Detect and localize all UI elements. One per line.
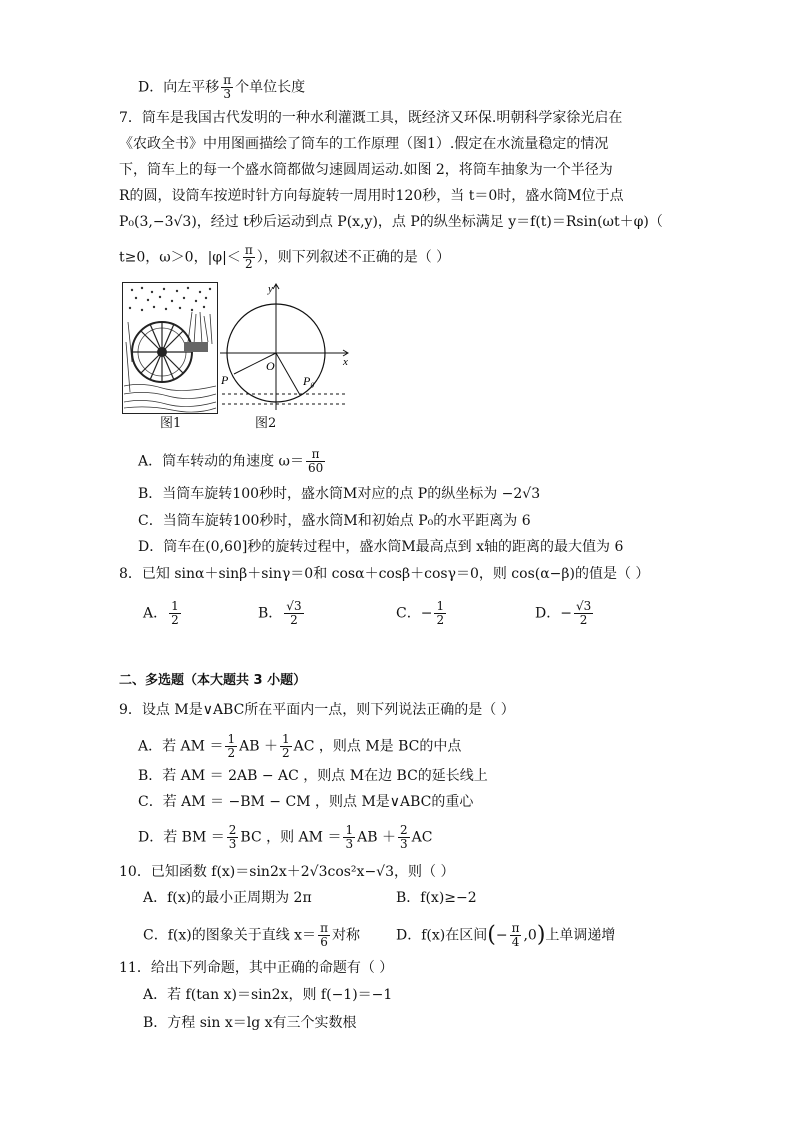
q8-option-a-label: A． bbox=[143, 605, 168, 622]
q7-line-6-suffix: ），则下列叙述不正确的是（ ） bbox=[256, 249, 451, 266]
frac-numerator: π bbox=[320, 921, 328, 935]
q10-c-fraction bbox=[318, 922, 330, 949]
frac-numerator: π bbox=[244, 243, 253, 257]
frac-numerator: π bbox=[511, 921, 520, 935]
q9-d-part-4: AC bbox=[411, 829, 433, 846]
frac-numerator: π bbox=[306, 448, 325, 462]
figure-1-waterwheel-image bbox=[122, 282, 218, 414]
q7-line-6 bbox=[119, 244, 450, 271]
frac-denominator: 2 bbox=[281, 746, 290, 760]
q11-stem: 11．给出下列命题，其中正确的命题有（ ） bbox=[119, 960, 394, 976]
q9-d-part-1: D．若 BM ＝ bbox=[138, 829, 225, 846]
q6-option-d-fraction bbox=[221, 74, 233, 101]
frac-denominator: 3 bbox=[228, 837, 237, 851]
q9-a-part-1: A．若 AM ＝ bbox=[138, 738, 224, 755]
frac-numerator: 1 bbox=[227, 732, 236, 746]
q7-line-4: R的圆，设筒车按逆时针方向每旋转一周用时120秒，当 t＝0时，盛水筒M位于点 bbox=[119, 188, 624, 204]
q6-option-d-prefix: D．向左平移 bbox=[138, 79, 220, 96]
frac-denominator: 3 bbox=[345, 837, 354, 851]
q7-option-d: D．筒车在(0,60]秒的旋转过程中，盛水筒M最高点到 x轴的距离的最大值为 6 bbox=[138, 539, 624, 555]
figure-1-label: 图1 bbox=[160, 416, 182, 431]
frac-denominator: 2 bbox=[244, 257, 253, 271]
q7-option-a-fraction bbox=[306, 448, 325, 475]
q9-d-part-2: BC ，则 AM ＝ bbox=[240, 829, 342, 846]
q8-option-d-fraction bbox=[574, 600, 593, 627]
q10-option-c bbox=[143, 922, 360, 949]
q9-d-fraction-2 bbox=[343, 824, 355, 851]
q9-a-fraction-1 bbox=[225, 733, 237, 760]
frac-denominator: 2 bbox=[227, 746, 236, 760]
q7-line-2: 《农政全书》中用图画描绘了筒车的工作原理（图1）.假定在水流量稳定的情况 bbox=[119, 136, 609, 152]
frac-numerator: 1 bbox=[436, 599, 445, 613]
frac-numerator: √3 bbox=[286, 599, 302, 613]
q10-c-part-1: C．f(x)的图象关于直线 x＝ bbox=[143, 927, 317, 944]
q7-line-6-prefix: t≥0，ω＞0，|φ|＜ bbox=[119, 249, 241, 266]
q10-option-b: B．f(x)≥−2 bbox=[396, 890, 477, 906]
section-2-heading: 二、多选题（本大题共 3 小题） bbox=[119, 673, 307, 688]
q8-option-d bbox=[535, 600, 595, 627]
frac-denominator: 3 bbox=[223, 87, 231, 101]
q9-a-fraction-2 bbox=[280, 733, 292, 760]
q8-option-d-label: D．− bbox=[535, 605, 572, 622]
frac-denominator: 4 bbox=[511, 935, 520, 949]
q7-option-a bbox=[138, 448, 327, 475]
q10-option-a: A．f(x)的最小正周期为 2π bbox=[143, 890, 312, 906]
q9-option-b: B．若 AM ＝ 2AB − AC ，则点 M在边 BC的延长线上 bbox=[138, 768, 488, 784]
q9-d-fraction-1 bbox=[227, 824, 239, 851]
q9-a-part-2: AB ＋ bbox=[239, 738, 278, 755]
q8-option-c-label: C．− bbox=[396, 605, 433, 622]
figure-2-circle-diagram bbox=[212, 280, 357, 414]
q10-c-part-2: 对称 bbox=[331, 927, 360, 944]
q9-option-d bbox=[138, 824, 432, 851]
fig2-axis-x-label: x bbox=[343, 356, 348, 368]
frac-numerator: 2 bbox=[399, 823, 408, 837]
frac-denominator: 60 bbox=[307, 461, 324, 475]
frac-denominator: 2 bbox=[436, 613, 445, 627]
q11-option-b: B．方程 sin x＝lg x有三个实数根 bbox=[143, 1015, 357, 1031]
frac-denominator: 2 bbox=[290, 613, 298, 627]
frac-numerator: 2 bbox=[228, 823, 237, 837]
q6-option-d bbox=[138, 74, 305, 101]
frac-numerator: 1 bbox=[281, 732, 290, 746]
q10-option-d: D．f(x)在区间(− $\frac{\pi}{4}$ ,0)上单调递增 bbox=[396, 921, 616, 949]
q7-line-3: 下，筒车上的每一个盛水筒都做匀速圆周运动.如图 2，将筒车抽象为一个半径为 bbox=[119, 162, 613, 178]
q9-option-c: C．若 AM ＝ −BM − CM ，则点 M是∨ABC的重心 bbox=[138, 794, 474, 810]
q7-option-b: B．当筒车旋转100秒时，盛水筒M对应的点 P的纵坐标为 −2√3 bbox=[138, 486, 541, 502]
q8-stem: 8．已知 sinα＋sinβ＋sinγ＝0和 cosα＋cosβ＋cosγ＝0，则 cos(α−β)的值是（ ） bbox=[119, 566, 650, 582]
q9-d-part-3: AB ＋ bbox=[357, 829, 396, 846]
q7-line-6-fraction bbox=[243, 244, 255, 271]
frac-denominator: 2 bbox=[171, 613, 179, 627]
frac-denominator: 3 bbox=[399, 837, 408, 851]
frac-numerator: √3 bbox=[575, 599, 592, 613]
q7-option-c: C．当筒车旋转100秒时，盛水筒M和初始点 P₀的水平距离为 6 bbox=[138, 513, 531, 529]
fig2-point-p-label: P bbox=[221, 373, 229, 387]
q8-option-b-label: B． bbox=[258, 605, 283, 622]
frac-denominator: 6 bbox=[320, 935, 328, 949]
fig2-origin-label: O bbox=[266, 359, 275, 373]
q7-line-5: P₀(3,−3√3)，经过 t秒后运动到点 P(x,y)，点 P的纵坐标满足 y＝f(t)＝Rsin(ωt＋φ)（ bbox=[119, 214, 663, 230]
q9-stem: 9．设点 M是∨ABC所在平面内一点，则下列说法正确的是（ ） bbox=[119, 702, 515, 718]
frac-numerator: π bbox=[223, 73, 232, 87]
q7-line-1: 7．筒车是我国古代发明的一种水利灌溉工具，既经济又环保.明朝科学家徐光启在 bbox=[119, 110, 623, 126]
q6-option-d-suffix: 个单位长度 bbox=[235, 79, 306, 96]
q8-option-a-fraction bbox=[169, 600, 181, 627]
q7-option-a-prefix: A．筒车转动的角速度 ω＝ bbox=[138, 453, 304, 470]
q9-a-part-3: AC ，则点 M是 BC的中点 bbox=[293, 738, 462, 755]
q8-option-a bbox=[143, 600, 183, 627]
fig2-point-p0-label: P₀ bbox=[303, 374, 315, 388]
q8-option-c-fraction bbox=[434, 600, 446, 627]
figure-2-label: 图2 bbox=[255, 416, 277, 431]
frac-denominator: 2 bbox=[579, 613, 588, 627]
q10-d-fraction bbox=[510, 922, 522, 949]
q11-option-a: A．若 f(tan x)＝sin2x，则 f(−1)＝−1 bbox=[143, 987, 393, 1003]
q10-d-part-1: D．f(x)在区间 bbox=[396, 927, 488, 944]
frac-numerator: 1 bbox=[345, 823, 354, 837]
q8-option-b-fraction bbox=[284, 600, 303, 627]
q9-option-a bbox=[138, 733, 461, 760]
fig2-axis-y-label: y bbox=[268, 283, 273, 295]
q9-d-fraction-3 bbox=[398, 824, 410, 851]
q8-option-c bbox=[396, 600, 448, 627]
q10-stem: 10．已知函数 f(x)＝sin2x＋2√3cos²x−√3，则（ ） bbox=[119, 864, 455, 880]
q8-option-b bbox=[258, 600, 306, 627]
frac-numerator: 1 bbox=[171, 599, 179, 613]
q10-d-part-2: 上单调递增 bbox=[545, 927, 616, 944]
